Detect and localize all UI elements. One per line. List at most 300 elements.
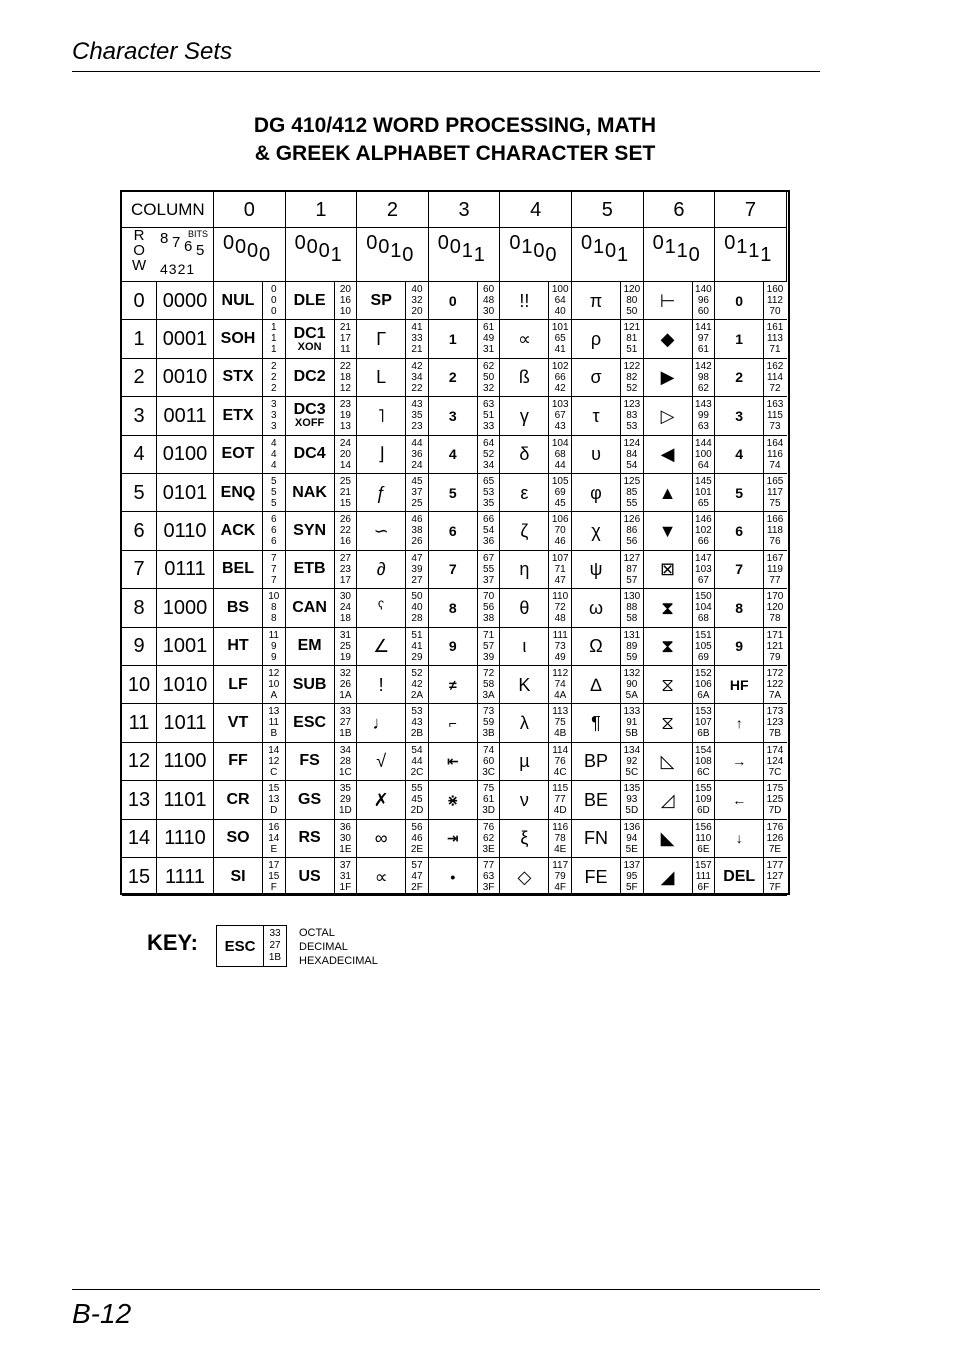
octal-code: 13 [268,706,280,718]
hex-code: 67 [697,574,709,586]
char-cell [429,628,501,666]
decimal-code: 67 [554,410,566,422]
row-binary: 1101 [157,781,214,819]
decimal-code: 89 [626,640,638,652]
octal-code: 62 [483,360,495,372]
char-glyph: EM [286,628,335,665]
octal-code: 155 [695,783,712,795]
row-number: 1 [122,320,157,358]
char-cell [644,858,716,896]
char-glyph: ETB [286,551,335,588]
char-cell [286,551,358,589]
char-glyph: ≠ [429,666,478,703]
octal-code: 101 [551,322,569,334]
decimal-code: 69 [554,487,566,498]
char-cell [572,628,644,666]
char-codes [621,476,643,509]
decimal-code: 16 [339,295,351,306]
char-cell [357,397,429,435]
octal-code: 25 [339,476,351,487]
char-glyph: ETX [214,397,263,434]
char-glyph: ▷ [644,397,693,434]
char-cell [715,743,787,781]
column-number: 3 [429,192,501,228]
char-glyph: ! [357,666,406,703]
octal-code: 24 [339,437,351,449]
octal-code: 26 [339,514,351,526]
char-cell [214,397,286,435]
octal-code: 170 [766,591,784,603]
octal-code: 104 [551,437,569,449]
column-bit-digit: 1 [676,240,688,262]
hex-code: 39 [483,651,495,663]
decimal-code: 111 [695,871,711,882]
char-glyph: FF [214,743,263,780]
char-cell [357,628,429,666]
octal-code: 106 [551,514,569,526]
char-codes [549,476,571,509]
char-glyph: 2 [429,359,478,396]
octal-code: 33 [339,706,351,718]
char-codes [335,361,357,394]
key-sample-char: ESC [217,926,264,966]
char-glyph: η [500,551,549,588]
bits-bottom: 4321 [160,261,196,277]
decimal-code: 17 [339,333,351,345]
decimal-code: 45 [411,794,423,806]
hex-code: 56 [626,536,638,548]
hex-code: 54 [626,459,638,471]
octal-code: 56 [411,821,423,833]
char-codes [549,284,571,317]
char-cell [286,781,358,819]
decimal-code: 4 [271,448,277,460]
char-glyph: DC2 [286,359,335,396]
decimal-code: 24 [339,602,351,614]
octal-code: 131 [623,629,641,641]
char-glyph: → [715,743,764,780]
char-codes [621,860,643,893]
hex-code: 42 [554,382,566,394]
hex-code: 19 [339,651,351,663]
hex-code: 1 [271,344,277,356]
char-cell [644,436,716,474]
char-cell [214,436,286,474]
decimal-code: 100 [695,448,712,460]
char-glyph: 9 [429,628,478,665]
char-codes [621,706,643,739]
hex-code: 5C [625,766,639,778]
octal-code: 147 [695,552,712,564]
char-cell [715,551,787,589]
row-number: 10 [122,666,157,704]
char-glyph: ⌋ [357,436,406,473]
char-codes [335,822,357,855]
decimal-code: 42 [411,679,423,690]
decimal-code: 11 [268,717,279,729]
char-glyph: BEL [214,551,263,588]
column-number: 1 [286,192,358,228]
char-codes [764,860,786,893]
row-number: 4 [122,436,157,474]
decimal-code: 47 [411,871,423,882]
char-cell [286,589,358,627]
hex-code: 4E [554,843,567,855]
row-number: 6 [122,512,157,550]
octal-code: 150 [695,591,712,603]
char-codes [406,783,428,816]
hex-code: 72 [769,382,781,394]
hex-code: 74 [769,459,781,471]
column-bit-digit: 0 [223,232,235,254]
hex-code: 3D [482,805,495,817]
char-cell [715,474,787,512]
char-codes [263,591,285,624]
decimal-code: 98 [697,371,709,383]
octal-code: 132 [623,668,641,679]
char-cell [500,820,572,858]
octal-code: 6 [271,514,277,526]
hex-code: 5F [625,882,638,893]
char-codes [478,361,500,394]
decimal-code: 15 [268,871,280,882]
char-glyph: ◿ [644,781,693,818]
char-glyph: • [429,858,478,895]
char-cell [214,474,286,512]
hex-code: 28 [411,613,423,625]
column-bit-digit: 0 [294,232,306,254]
hex-code: 2 [271,382,277,394]
column-bit-digit: 0 [366,232,378,254]
octal-code: 74 [483,744,495,756]
char-codes [549,399,571,432]
octal-code: 60 [483,284,495,295]
octal-code: 15 [268,783,280,795]
octal-code: 42 [411,360,423,372]
octal-code: 166 [766,514,784,526]
char-codes [549,822,571,855]
octal-code: 12 [268,668,280,679]
hex-code: 40 [554,306,566,317]
hex-code: 3F [482,882,495,893]
hex-code: 4D [553,805,567,817]
column-bit-digit: 1 [593,236,605,258]
decimal-code: 76 [554,755,566,767]
row-binary: 1111 [157,858,214,896]
char-codes [406,860,428,893]
octal-code: 173 [766,706,784,718]
char-cell [644,474,716,512]
char-cell [500,551,572,589]
char-codes [621,399,643,432]
octal-code: 142 [695,360,712,372]
char-codes [263,706,285,739]
hex-code: 21 [411,344,423,356]
octal-code: 50 [411,591,423,603]
hex-code: 76 [769,536,781,548]
char-codes [693,514,715,547]
decimal-code: 50 [483,371,495,383]
char-glyph: Γ [357,320,406,357]
char-codes [764,476,786,509]
decimal-code: 102 [695,525,712,537]
octal-code: 107 [551,552,569,564]
octal-code: 40 [411,284,423,295]
column-label: COLUMN [122,192,214,228]
char-codes [263,438,285,471]
octal-code: 36 [339,821,351,833]
decimal-code: 43 [411,717,423,729]
char-glyph: √ [357,743,406,780]
column-bit-digit: 0 [688,244,700,266]
hex-code: 60 [697,306,709,317]
char-cell [500,320,572,358]
decimal-code: 20 [339,448,351,460]
char-codes [263,860,285,893]
hex-code: 2E [410,843,424,855]
decimal-code: 61 [483,794,495,806]
column-bit-digit: 0 [545,244,557,266]
char-cell [286,743,358,781]
decimal-code: 19 [339,410,351,422]
char-codes [693,630,715,663]
char-cell [572,781,644,819]
column-bit-digit: 1 [330,244,342,266]
char-glyph: US [286,858,335,895]
char-glyph: VT [214,704,263,741]
hex-code: 79 [769,651,781,663]
char-codes [549,668,571,701]
column-bit-digit: 1 [736,236,748,258]
char-cell [572,589,644,627]
char-codes [549,514,571,547]
octal-code: 105 [551,476,569,487]
octal-code: 30 [339,591,351,603]
char-glyph: DC1 XON [286,320,335,357]
column-number: 6 [644,192,716,228]
octal-code: 77 [483,860,495,871]
char-glyph: ω [572,589,621,626]
hex-code: 2D [410,805,424,817]
char-glyph: ESC [286,704,335,741]
char-cell [429,320,501,358]
hex-code: 46 [554,536,566,548]
decimal-code: 5 [271,487,277,498]
decimal-code: 106 [695,679,712,690]
decimal-code: 23 [339,563,351,575]
decimal-code: 1 [271,333,277,345]
page-number: B-12 [72,1298,132,1329]
char-cell [500,781,572,819]
octal-code: 175 [766,783,784,795]
hex-code: 47 [554,574,566,586]
char-cell [644,628,716,666]
char-codes [478,745,500,778]
decimal-code: 68 [554,448,566,460]
char-cell [429,781,501,819]
decimal-code: 57 [483,640,495,652]
octal-code: 117 [552,860,569,871]
octal-code: 0 [271,284,277,295]
hex-code: 6D [696,805,710,817]
char-codes [621,553,643,586]
octal-code: 103 [551,399,569,411]
decimal-code: 58 [483,679,495,690]
octal-code: 163 [766,399,784,411]
row-label-letter: O [133,242,145,259]
octal-code: 61 [483,322,495,334]
hex-code: 1E [339,843,352,855]
char-codes [693,745,715,778]
char-cell [286,436,358,474]
char-cell [572,359,644,397]
char-glyph: ENQ [214,474,263,511]
key-legend [299,926,378,968]
hex-code: 7C [768,766,782,778]
char-codes [693,591,715,624]
key-legend-hex: HEXADECIMAL [299,955,378,967]
char-glyph: ρ [572,320,621,357]
hex-code: 16 [339,536,351,548]
char-codes [693,706,715,739]
octal-code: 76 [483,821,495,833]
char-codes [263,476,285,509]
octal-code: 72 [483,668,495,679]
hex-code: 43 [554,421,566,433]
char-glyph: ∞ [357,820,406,857]
row-number: 13 [122,781,157,819]
octal-code: 113 [552,706,569,718]
column-bits [286,228,358,282]
octal-code: 116 [552,821,569,833]
char-cell [429,666,501,704]
decimal-code: 49 [483,333,495,345]
row-binary: 1011 [157,704,214,742]
char-glyph: ˁ [357,589,406,626]
decimal-code: 41 [411,640,423,652]
char-glyph: ζ [500,512,549,549]
hex-code: 24 [411,459,423,471]
octal-code: 123 [623,399,641,411]
hex-code: 75 [769,498,781,509]
char-glyph: ⊠ [644,551,693,588]
char-glyph: CR [214,781,263,818]
column-number: 2 [357,192,429,228]
char-glyph: FS [286,743,335,780]
decimal-code: 55 [483,563,495,575]
decimal-code: 125 [766,794,784,806]
octal-code: 4 [271,437,277,449]
char-cell [572,820,644,858]
octal-code: 64 [483,437,495,449]
hex-code: 4B [554,728,567,740]
hex-code: 5 [271,498,277,509]
char-codes [549,591,571,624]
char-codes [764,783,786,816]
decimal-code: 108 [695,755,712,767]
key-decimal: 27 [269,940,281,951]
octal-code: 75 [483,783,495,795]
char-glyph: π [572,282,621,319]
octal-code: 22 [339,360,351,372]
char-codes [406,668,428,701]
decimal-code: 60 [483,755,495,767]
char-glyph: 3 [715,397,764,434]
char-cell [572,666,644,704]
decimal-code: 63 [483,871,495,882]
hex-code: F [270,882,277,893]
char-codes [621,630,643,663]
hex-code: 15 [339,498,351,509]
row-label-letter: W [132,257,147,274]
octal-code: 125 [623,476,641,487]
char-glyph: ← [715,781,764,818]
column-bit-digit: 0 [306,236,318,258]
char-glyph: 8 [429,589,478,626]
page-header: Character Sets [72,38,233,65]
row-binary: 0100 [157,436,214,474]
decimal-code: 104 [695,602,712,614]
octal-code: 111 [552,629,568,641]
char-cell [715,589,787,627]
octal-code: 165 [766,476,784,487]
char-glyph: EOT [214,436,263,473]
hex-code: 7D [768,805,782,817]
decimal-code: 114 [767,371,783,383]
char-glyph: ∝ [357,858,406,895]
char-codes [621,438,643,471]
octal-code: 134 [623,744,641,756]
hex-code: C [270,766,278,778]
octal-code: 160 [766,284,784,295]
char-glyph: DEL [715,858,764,895]
octal-code: 14 [268,744,280,756]
hex-code: 6C [696,766,710,778]
column-bit-digit: 1 [521,236,533,258]
row-label [132,228,146,273]
char-glyph: 2 [715,359,764,396]
octal-code: 43 [411,399,423,411]
octal-code: 144 [695,437,712,449]
char-glyph: 6 [429,512,478,549]
char-glyph: FN [572,820,621,857]
row-binary: 1000 [157,589,214,627]
char-cell [715,666,787,704]
octal-code: 135 [623,783,641,795]
row-number: 5 [122,474,157,512]
decimal-code: 121 [766,640,784,652]
octal-code: 44 [411,437,423,449]
decimal-code: 29 [339,794,351,806]
decimal-code: 25 [339,640,351,652]
decimal-code: 9 [271,640,277,652]
char-cell [429,858,501,896]
char-glyph: Ω [572,628,621,665]
hex-code: 1C [338,766,352,778]
char-codes [549,860,571,893]
hex-code: 6A [697,690,710,701]
decimal-code: 27 [339,717,351,729]
char-codes [406,630,428,663]
column-bit-digit: 0 [724,232,736,254]
key-sample-box [216,925,287,967]
column-bit-digit: 0 [652,232,664,254]
octal-code: 122 [623,360,641,372]
char-glyph: ˥ [357,397,406,434]
char-codes [549,783,571,816]
char-cell [429,704,501,742]
char-cell [715,436,787,474]
